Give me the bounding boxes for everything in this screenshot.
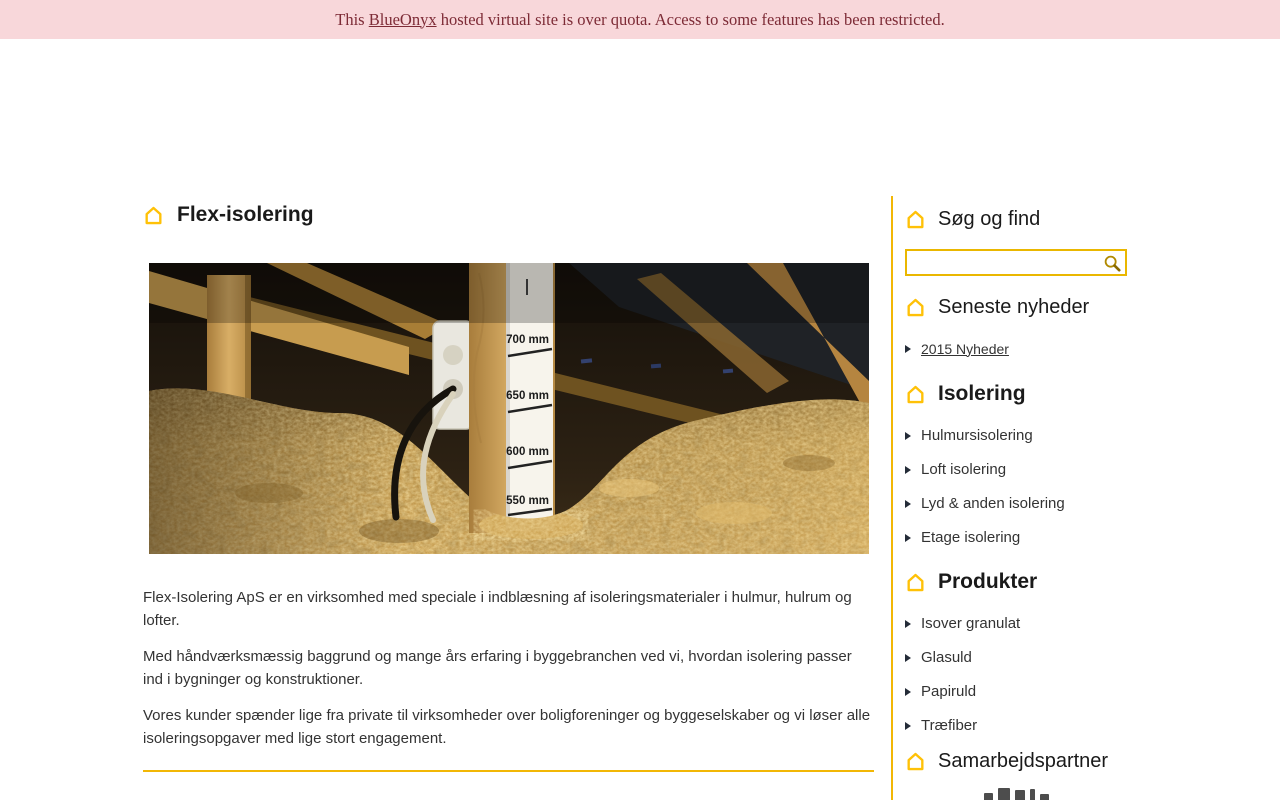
partner-logo-partial[interactable] (961, 788, 1071, 800)
nav-item-traefiber[interactable] (905, 717, 1127, 734)
search-input[interactable] (905, 249, 1127, 276)
nav-item-etage-isolering[interactable] (905, 529, 1127, 546)
news-heading-text: Seneste nyheder (938, 296, 1090, 318)
triangle-bullet-icon (905, 432, 911, 440)
nav-link[interactable]: Træfiber (921, 717, 978, 734)
nav-item-papiruld[interactable] (905, 683, 1127, 700)
triangle-bullet-icon (905, 620, 911, 628)
search-icon[interactable] (1103, 254, 1121, 272)
sidebar (905, 205, 1127, 800)
paragraph-customers: Vores kunder spænder lige fra private til virksomheder over boligforeninger og byggeselskaber og vi løser alle isoleringsopgaver med lige stort engagement. (143, 707, 871, 747)
nav-link[interactable]: Hulmursisolering (921, 427, 1033, 444)
triangle-bullet-icon (905, 688, 911, 696)
nav-item-loft-isolering[interactable] (905, 461, 1127, 478)
nav-link[interactable]: Lyd & anden isolering (921, 495, 1065, 512)
house-icon (905, 209, 926, 230)
partner-heading (905, 747, 1127, 775)
produkter-heading-text: Produkter (938, 570, 1038, 593)
house-icon (143, 205, 164, 226)
nav-item-hulmursisolering[interactable] (905, 427, 1127, 444)
page-title-text: Flex-isolering (177, 203, 314, 226)
content-divider (143, 770, 874, 772)
nav-item-lyd-anden-isolering[interactable] (905, 495, 1127, 512)
nav-link[interactable]: Glasuld (921, 649, 972, 666)
nav-link[interactable]: Etage isolering (921, 529, 1021, 546)
section-samarbejdspartner (905, 747, 1127, 800)
produkter-heading (905, 567, 1127, 597)
hero-image (149, 263, 869, 554)
blueonyx-link[interactable]: BlueOnyx (368, 9, 437, 29)
quota-banner-text-before: This (335, 9, 369, 29)
nav-item-glasuld[interactable] (905, 649, 1127, 666)
quota-banner-text-after: hosted virtual site is over quota. Access to some features has been restricted. (436, 9, 945, 29)
paragraph-intro: Flex-Isolering ApS er en virksomhed med speciale i indblæsning af isoleringsmaterialer i hulmur, hulrum og lofter. (143, 589, 852, 629)
nav-link[interactable]: 2015 Nyheder (921, 340, 1009, 357)
column-divider (891, 196, 893, 800)
triangle-bullet-icon (905, 466, 911, 474)
nav-link[interactable]: Papiruld (921, 683, 977, 700)
partner-heading-text: Samarbejdspartner (938, 750, 1109, 772)
ruler-label-550: 550 mm (506, 495, 549, 507)
section-news (905, 293, 1127, 357)
ruler-label-650: 650 mm (506, 390, 549, 402)
search-heading (905, 205, 1127, 233)
nav-item-2015-nyheder[interactable] (905, 340, 1127, 357)
quota-banner (0, 0, 1280, 39)
search-heading-text: Søg og find (938, 208, 1041, 230)
nav-item-isover-granulat[interactable] (905, 615, 1127, 632)
house-icon (905, 384, 926, 405)
nav-link[interactable]: Loft isolering (921, 461, 1007, 478)
nav-link[interactable]: Isover granulat (921, 615, 1021, 632)
ruler-label-600: 600 mm (506, 446, 549, 458)
search-box (905, 249, 1127, 276)
triangle-bullet-icon (905, 722, 911, 730)
isolering-heading (905, 379, 1127, 409)
house-icon (905, 297, 926, 318)
triangle-bullet-icon (905, 534, 911, 542)
section-isolering (905, 379, 1127, 546)
triangle-bullet-icon (905, 654, 911, 662)
news-heading (905, 293, 1127, 321)
ruler-label-700: 700 mm (506, 334, 549, 346)
main-content (143, 200, 874, 772)
triangle-bullet-icon (905, 500, 911, 508)
house-icon (905, 751, 926, 772)
section-produkter (905, 567, 1127, 734)
page-title (143, 200, 874, 230)
triangle-bullet-icon (905, 345, 911, 353)
house-icon (905, 572, 926, 593)
paragraph-background: Med håndværksmæssig baggrund og mange års erfaring i byggebranchen ved vi, hvordan isolering passer ind i bygninger og konstruktioner. (143, 648, 852, 688)
isolering-heading-text: Isolering (938, 382, 1026, 405)
